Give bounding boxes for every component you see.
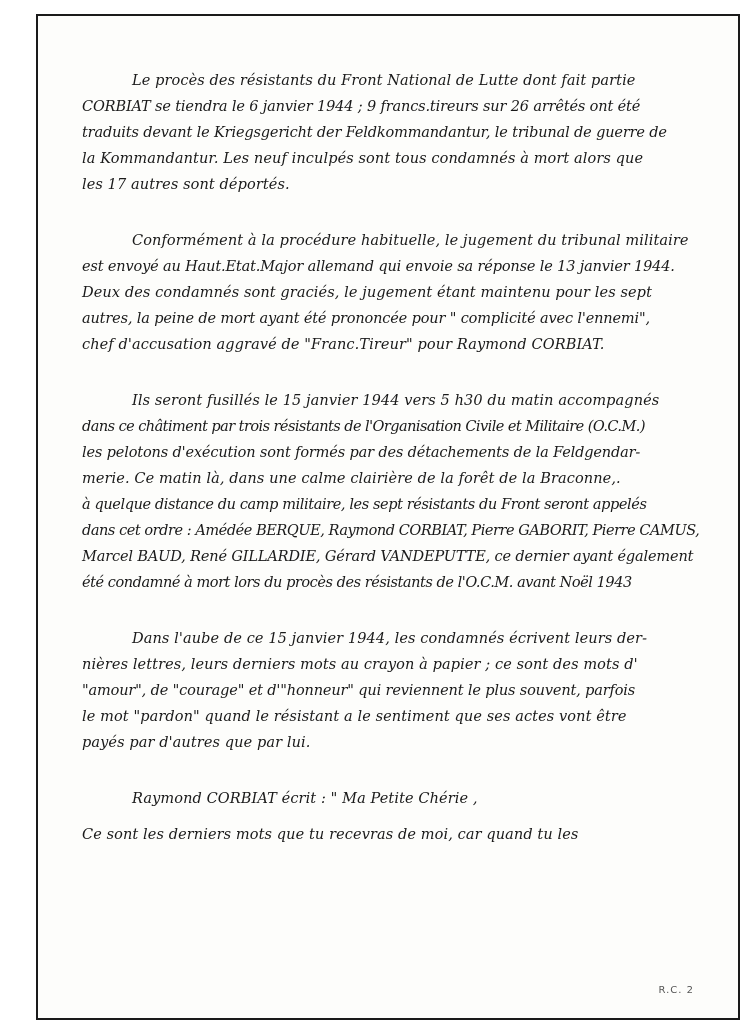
text-line: le mot "pardon" quand le résistant a le sentiment que ses actes vont être — [82, 709, 627, 725]
paragraph-3 — [82, 388, 742, 596]
text-line: traduits devant le Kriegsgericht der Feldkommandantur, le tribunal de guerre de — [82, 125, 667, 141]
document-page — [36, 14, 740, 1020]
paragraph-2 — [82, 228, 742, 358]
text-line: est envoyé au Haut.Etat.Major allemand qui envoie sa réponse le 13 janvier 1944. — [82, 259, 675, 275]
text-line: autres, la peine de mort ayant été prononcée pour " complicité avec l'ennemi", — [82, 311, 650, 327]
text-line: été condamné à mort lors du procès des résistants de l'O.C.M. avant Noël 1943 — [82, 575, 632, 591]
text-line: la Kommandantur. Les neuf inculpés sont tous condamnés à mort alors que — [82, 151, 644, 167]
text-line: Le procès des résistants du Front National de Lutte dont fait partie — [132, 73, 636, 89]
text-line: merie. Ce matin là, dans une calme clairière de la forêt de la Braconne,. — [82, 471, 621, 487]
text-line: les pelotons d'exécution sont formés par des détachements de la Feldgendar- — [82, 445, 641, 461]
text-line: "amour", de "courage" et d'"honneur" qui reviennent le plus souvent, parfois — [82, 683, 636, 699]
quote-intro — [82, 786, 742, 848]
text-line: à quelque distance du camp militaire, les sept résistants du Front seront appelés — [82, 497, 647, 513]
text-line: nières lettres, leurs derniers mots au crayon à papier ; ce sont des mots d' — [82, 657, 638, 673]
paragraph-4 — [82, 626, 742, 756]
quote-line: Raymond CORBIAT écrit : " Ma Petite Chérie , — [132, 791, 478, 807]
quote-line: Ce sont les derniers mots que tu recevras de moi, car quand tu les — [82, 827, 579, 843]
text-line: Deux des condamnés sont graciés, le jugement étant maintenu pour les sept — [82, 285, 652, 301]
text-line: les 17 autres sont déportés. — [82, 177, 290, 193]
text-line: Conformément à la procédure habituelle, le jugement du tribunal militaire — [132, 233, 689, 249]
text-line: Marcel BAUD, René GILLARDIE, Gérard VANDEPUTTE, ce dernier ayant également — [82, 549, 694, 565]
paragraph-1 — [82, 68, 742, 198]
text-line: CORBIAT se tiendra le 6 janvier 1944 ; 9 francs.tireurs sur 26 arrêtés ont été — [82, 99, 641, 115]
text-line: dans ce châtiment par trois résistants de l'Organisation Civile et Militaire (O.C.M.) — [82, 419, 645, 435]
text-line: Dans l'aube de ce 15 janvier 1944, les condamnés écrivent leurs der- — [132, 631, 648, 647]
text-line: chef d'accusation aggravé de "Franc.Tireur" pour Raymond CORBIAT. — [82, 337, 605, 353]
text-line: dans cet ordre : Amédée BERQUE, Raymond CORBIAT, Pierre GABORIT, Pierre CAMUS, — [82, 523, 700, 539]
page-mark: R.C. 2 — [658, 985, 694, 996]
document-body — [82, 68, 742, 878]
text-line: payés par d'autres que par lui. — [82, 735, 311, 751]
text-line: Ils seront fusillés le 15 janvier 1944 vers 5 h30 du matin accompagnés — [132, 393, 660, 409]
